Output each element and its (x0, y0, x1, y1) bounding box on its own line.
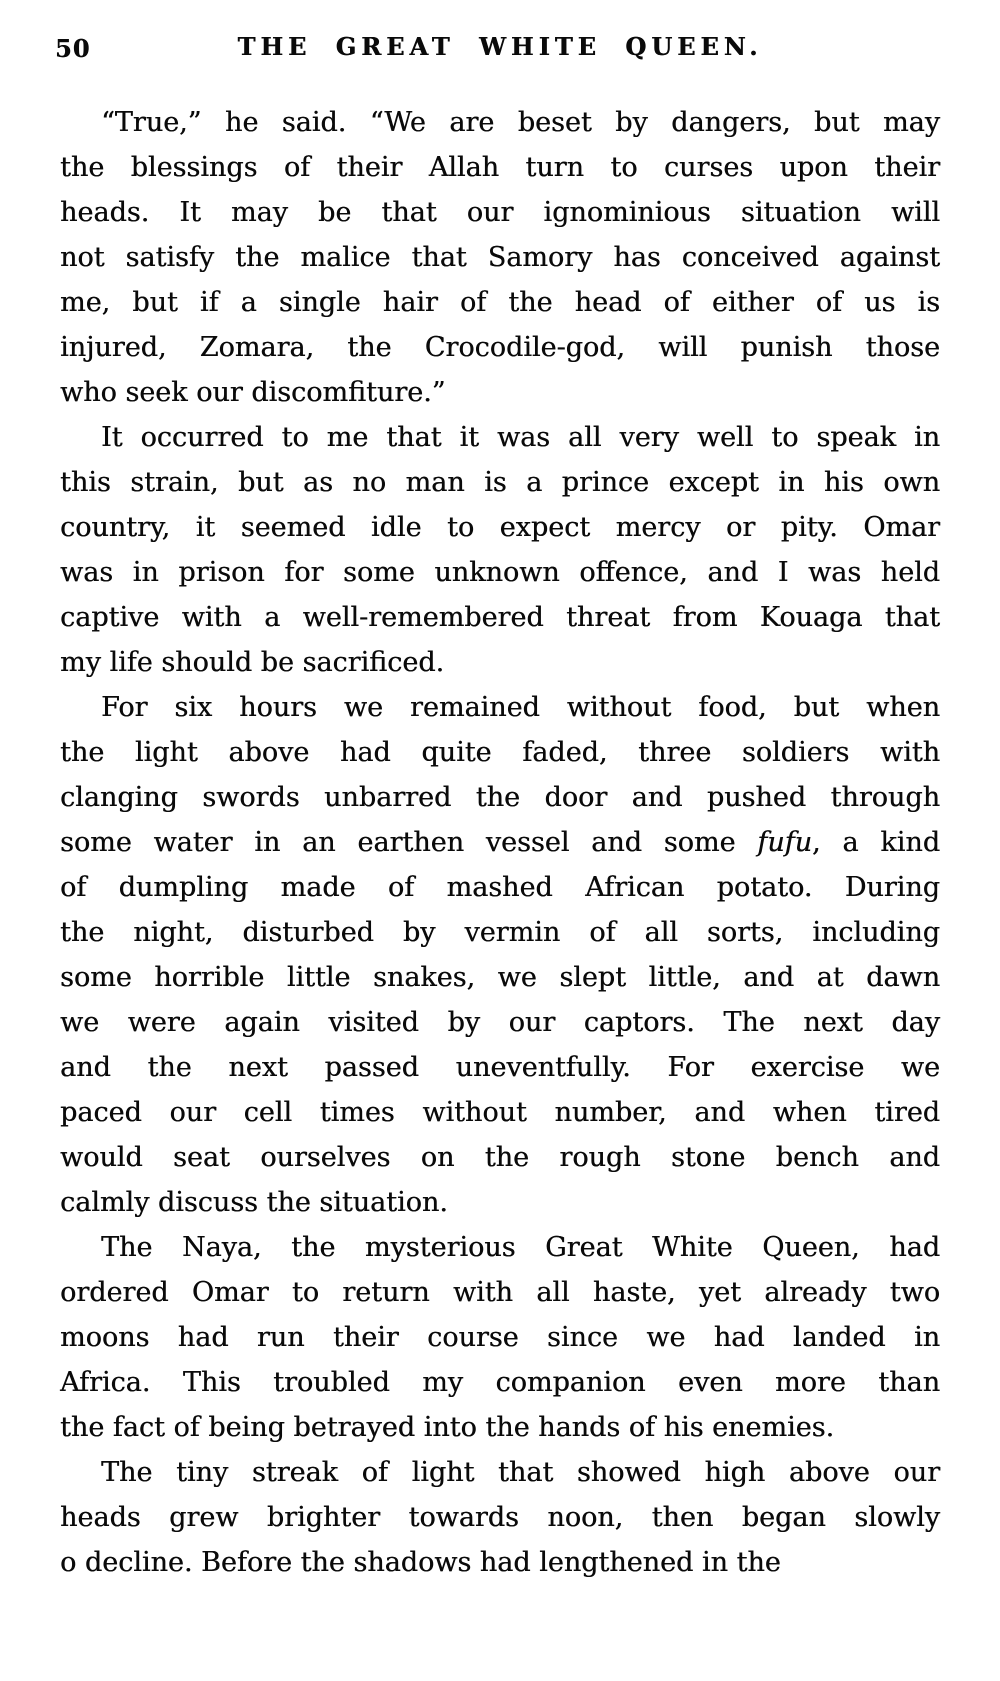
text-line: heads. It may be that our ignominious situation will (60, 197, 940, 228)
italic-word: fufu (757, 827, 813, 858)
text-line: captive with a well-remembered threat from Kouaga that (60, 602, 940, 633)
text-line: calmly discuss the situation. (60, 1187, 448, 1218)
paragraph (60, 1450, 940, 1585)
text-line: “True,” he said. “We are beset by dangers, but may (101, 107, 940, 138)
text-line: ordered Omar to return with all haste, yet already two (60, 1277, 940, 1308)
text-line: moons had run their course since we had landed in (60, 1322, 940, 1353)
text-line: some horrible little snakes, we slept little, and at dawn (60, 962, 940, 993)
text-line: would seat ourselves on the rough stone bench and (60, 1142, 940, 1173)
text-segment: , a kind (812, 827, 941, 858)
text-line: and the next passed uneventfully. For exercise we (60, 1052, 940, 1083)
paragraph (60, 1225, 940, 1450)
text-line: injured, Zomara, the Crocodile-god, will punish those (60, 332, 940, 363)
text-line: the light above had quite faded, three soldiers with (60, 737, 940, 768)
text-line: paced our cell times without number, and when tired (60, 1097, 940, 1128)
text-body (60, 100, 940, 1585)
text-line: The tiny streak of light that showed high above our (101, 1457, 940, 1488)
text-line: this strain, but as no man is a prince except in his own (60, 467, 940, 498)
text-line: we were again visited by our captors. The next day (60, 1007, 940, 1038)
text-line: of dumpling made of mashed African potato. During (60, 872, 940, 903)
page-header (0, 32, 1000, 68)
text-line: It occurred to me that it was all very well to speak in (101, 422, 940, 453)
text-line: my life should be sacrificed. (60, 647, 445, 678)
paragraph (60, 100, 940, 415)
page-number: 50 (55, 34, 91, 63)
text-line: country, it seemed idle to expect mercy or pity. Omar (60, 512, 940, 543)
text-line: not satisfy the malice that Samory has conceived against (60, 242, 940, 273)
running-title: THE GREAT WHITE QUEEN. (237, 32, 763, 61)
text-line: o decline. Before the shadows had lengthened in the (60, 1547, 781, 1578)
text-line (60, 820, 940, 865)
paragraph (60, 415, 940, 685)
text-line: The Naya, the mysterious Great White Queen, had (101, 1232, 940, 1263)
text-segment: some water in an earthen vessel and some (60, 827, 758, 858)
text-line: For six hours we remained without food, but when (101, 692, 940, 723)
paragraph (60, 685, 940, 1225)
text-line: who seek our discomfiture.” (60, 377, 446, 408)
text-line: the blessings of their Allah turn to curses upon their (60, 152, 940, 183)
text-line: heads grew brighter towards noon, then began slowly (60, 1502, 940, 1533)
text-line: the night, disturbed by vermin of all sorts, including (60, 917, 940, 948)
text-line: Africa. This troubled my companion even more than (60, 1367, 940, 1398)
text-line: me, but if a single hair of the head of either of us is (60, 287, 940, 318)
text-line: was in prison for some unknown offence, and I was held (60, 557, 940, 588)
text-line: the fact of being betrayed into the hands of his enemies. (60, 1412, 835, 1443)
text-line: clanging swords unbarred the door and pushed through (60, 782, 940, 813)
